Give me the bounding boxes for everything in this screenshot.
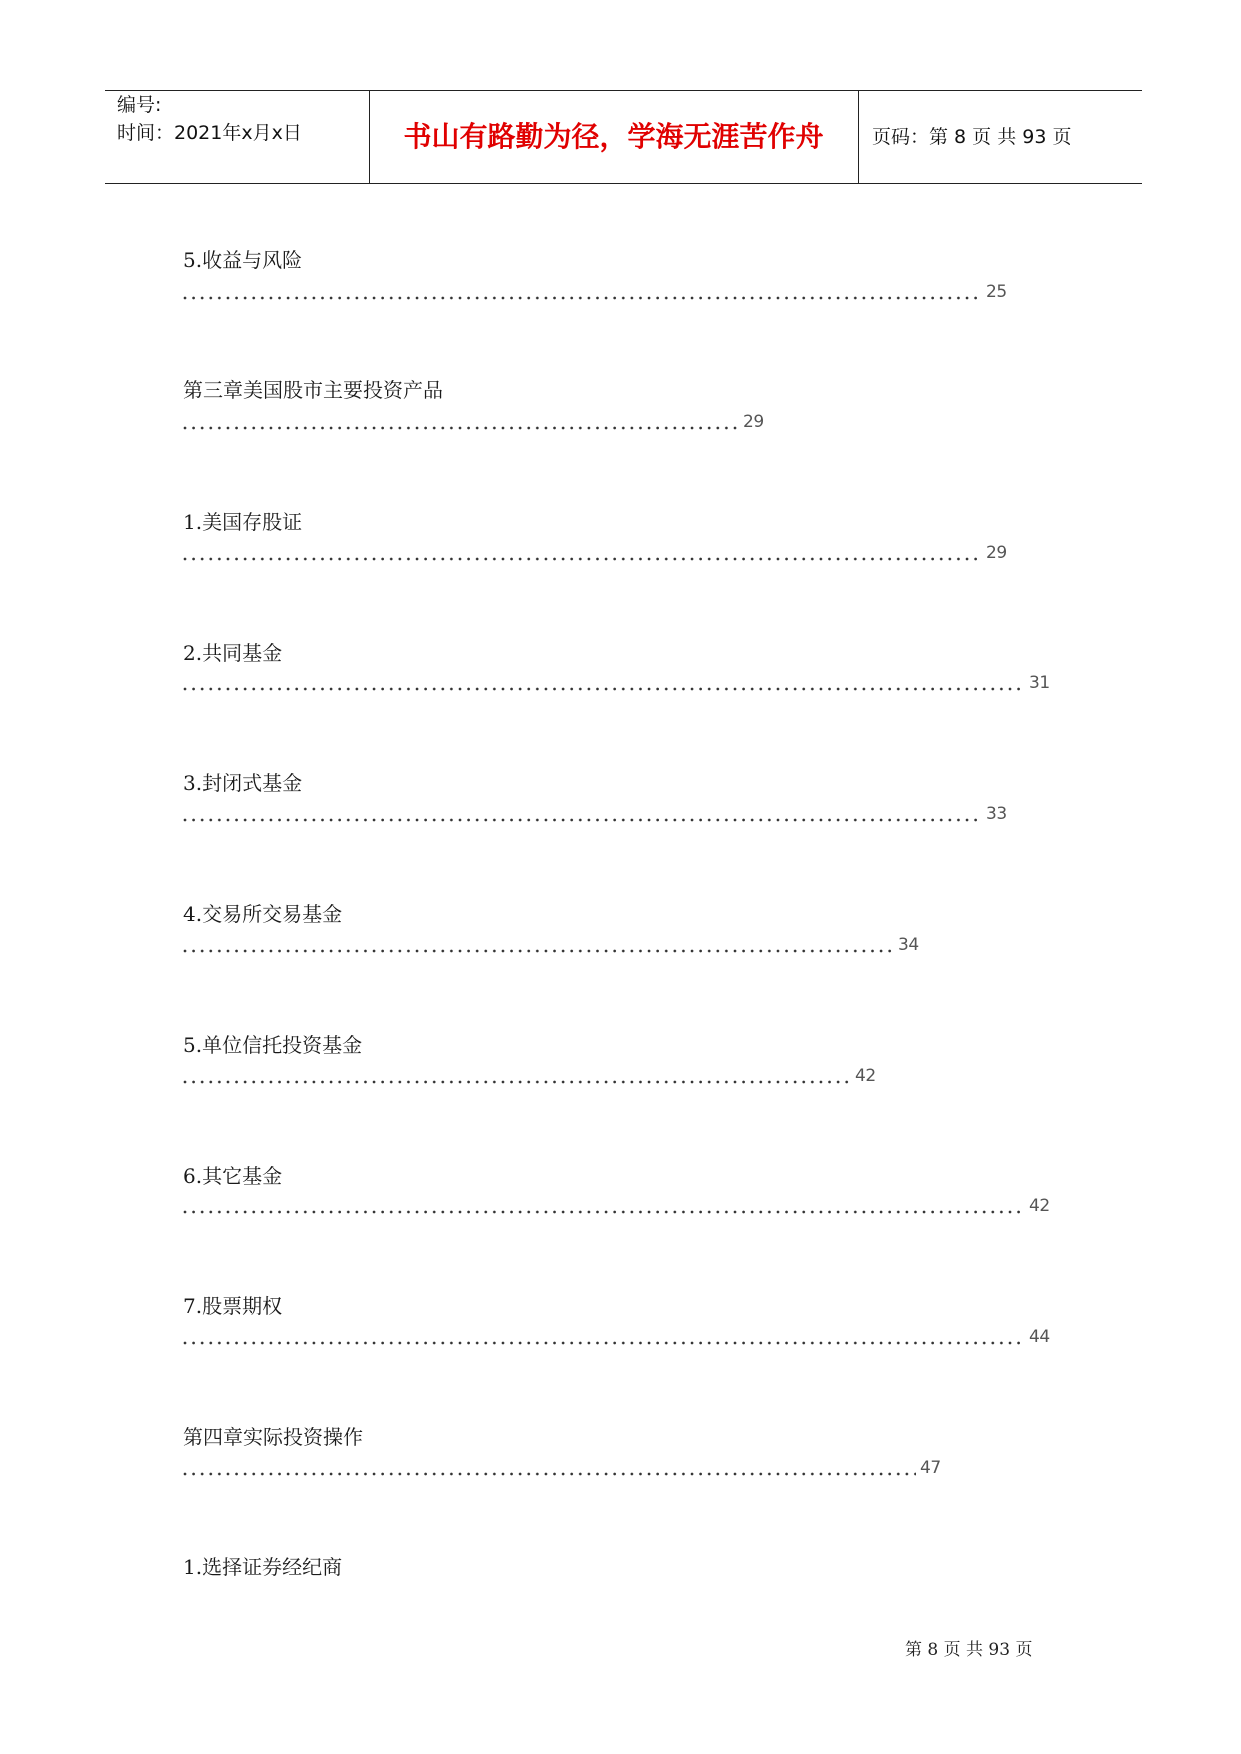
toc-entry-leader-row (183, 1195, 1050, 1217)
toc-entry-leader-row (183, 934, 919, 956)
toc-leader-dots (183, 411, 739, 433)
toc-entry-title: 7.股票期权 (183, 1294, 283, 1318)
toc-leader-dots (183, 542, 982, 564)
toc-page-number: 42 (855, 1066, 876, 1086)
toc-entry-leader-row (183, 542, 1007, 564)
toc-entry-leader-row (183, 1065, 876, 1087)
toc-leader-dots (183, 1195, 1025, 1217)
toc-entry-title: 1.选择证券经纪商 (183, 1555, 343, 1579)
header-top-rule (105, 90, 1142, 91)
header-divider-right (858, 90, 859, 183)
toc-entry-title: 1.美国存股证 (183, 510, 303, 534)
toc-page-number: 42 (1029, 1196, 1050, 1216)
toc-entry-title: 第三章美国股市主要投资产品 (183, 378, 443, 402)
toc-leader-dots (183, 803, 982, 825)
toc-page-number: 47 (920, 1458, 941, 1478)
toc-page-number: 34 (898, 935, 919, 955)
toc-page-number: 33 (986, 804, 1007, 824)
toc-page-number: 29 (986, 543, 1007, 563)
toc-entry-title: 5.单位信托投资基金 (183, 1033, 363, 1057)
toc-entry-title: 6.其它基金 (183, 1164, 283, 1188)
toc-page-number: 25 (986, 282, 1007, 302)
toc-page-number: 44 (1029, 1327, 1050, 1347)
toc-entry-title: 4.交易所交易基金 (183, 902, 343, 926)
toc-entry-title: 5.收益与风险 (183, 248, 303, 272)
toc-entry-leader-row (183, 1457, 941, 1479)
toc-leader-dots (183, 1326, 1025, 1348)
document-number-label: 编号: (117, 94, 162, 116)
toc-entry-leader-row (183, 1326, 1050, 1348)
toc-page-number: 31 (1029, 673, 1050, 693)
toc-leader-dots (183, 1065, 851, 1087)
toc-leader-dots (183, 1457, 916, 1479)
document-date-label: 时间：2021年x月x日 (117, 122, 302, 144)
toc-page-number: 29 (743, 412, 764, 432)
header-motto: 书山有路勤为径，学海无涯苦作舟 (403, 120, 824, 153)
header-page-label: 页码：第 8 页 共 93 页 (872, 126, 1072, 148)
toc-entry-title: 第四章实际投资操作 (183, 1425, 363, 1449)
toc-entry-title: 2.共同基金 (183, 641, 283, 665)
toc-entry-title: 3.封闭式基金 (183, 771, 303, 795)
page-footer: 第 8 页 共 93 页 (905, 1640, 1033, 1660)
toc-entry-leader-row (183, 281, 1007, 303)
toc-entry-leader-row (183, 411, 764, 433)
toc-leader-dots (183, 672, 1025, 694)
header-bottom-rule (105, 183, 1142, 184)
toc-entry-leader-row (183, 803, 1007, 825)
toc-leader-dots (183, 281, 982, 303)
toc-entry-leader-row (183, 672, 1050, 694)
toc-leader-dots (183, 934, 894, 956)
